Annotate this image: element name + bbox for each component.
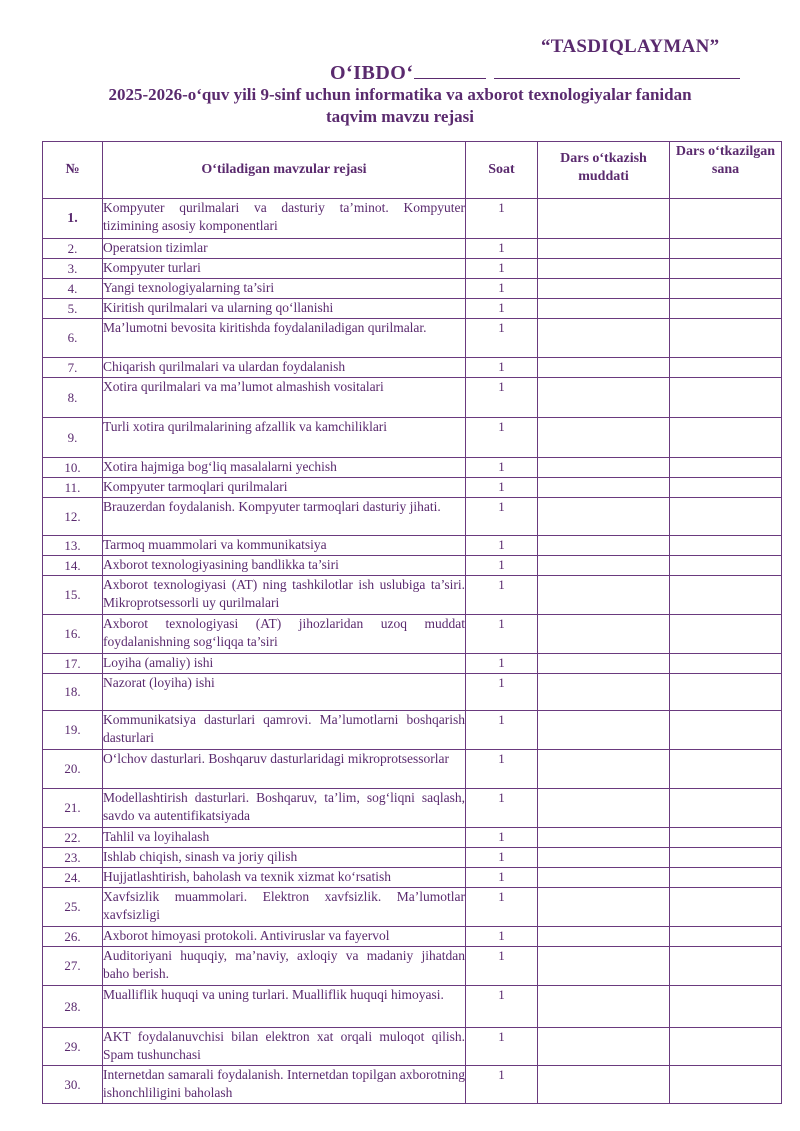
table-row [43,279,782,299]
table-row [43,319,782,358]
table-row [43,674,782,711]
row-hours: 1 [466,319,538,358]
row-date-cell [670,789,782,828]
table-row [43,927,782,947]
row-duration-cell [538,888,670,927]
col-header-number: № [43,142,103,199]
row-hours: 1 [466,848,538,868]
row-duration-cell [538,868,670,888]
row-date-cell [670,927,782,947]
row-topic: AKT foydalanuvchisi bilan elektron xat orqali muloqot qilish. Spam tushunchasi [103,1028,466,1066]
col-header-topic: O‘tiladigan mavzular rejasi [103,142,466,199]
row-duration-cell [538,711,670,750]
row-hours: 1 [466,259,538,279]
row-date-cell [670,299,782,319]
row-duration-cell [538,498,670,536]
row-number: 8. [43,378,103,418]
row-duration-cell [538,828,670,848]
table-row [43,1066,782,1104]
table-row [43,711,782,750]
row-number: 20. [43,750,103,789]
table-row [43,536,782,556]
table-row [43,828,782,848]
row-hours: 1 [466,358,538,378]
table-row [43,986,782,1028]
row-hours: 1 [466,828,538,848]
row-topic: Axborot texnologiyasi (AT) ning tashkilotlar ish uslubiga ta’siri. Mikroprotsessorli uy qurilmalari [103,576,466,615]
row-hours: 1 [466,418,538,458]
row-hours: 1 [466,1028,538,1066]
row-date-cell [670,199,782,239]
table-header-row [43,142,782,199]
row-date-cell [670,358,782,378]
table-row [43,888,782,927]
row-duration-cell [538,556,670,576]
row-duration-cell [538,947,670,986]
row-date-cell [670,1028,782,1066]
table-row [43,259,782,279]
table-row [43,299,782,319]
row-date-cell [670,615,782,654]
row-duration-cell [538,199,670,239]
row-duration-cell [538,478,670,498]
table-row [43,868,782,888]
row-hours: 1 [466,556,538,576]
row-duration-cell [538,259,670,279]
row-date-cell [670,418,782,458]
row-number: 16. [43,615,103,654]
row-duration-cell [538,378,670,418]
row-topic: O‘lchov dasturlari. Boshqaruv dasturlaridagi mikroprotsessorlar [103,750,466,789]
row-topic: Tarmoq muammolari va kommunikatsiya [103,536,466,556]
row-hours: 1 [466,986,538,1028]
row-date-cell [670,711,782,750]
row-number: 4. [43,279,103,299]
row-hours: 1 [466,674,538,711]
row-hours: 1 [466,789,538,828]
row-number: 2. [43,239,103,259]
lesson-plan-table [42,141,782,1104]
row-number: 22. [43,828,103,848]
table-row [43,750,782,789]
table-row [43,378,782,418]
row-date-cell [670,986,782,1028]
row-topic: Kompyuter qurilmalari va dasturiy ta’minot. Kompyuter tizimining asosiy komponentlari [103,199,466,239]
table-row [43,358,782,378]
row-duration-cell [538,239,670,259]
row-hours: 1 [466,239,538,259]
row-number: 15. [43,576,103,615]
row-duration-cell [538,674,670,711]
table-row [43,789,782,828]
table-row [43,458,782,478]
row-number: 26. [43,927,103,947]
row-hours: 1 [466,1066,538,1104]
row-date-cell [670,828,782,848]
row-hours: 1 [466,750,538,789]
row-topic: Modellashtirish dasturlari. Boshqaruv, ta’lim, sog‘liqni saqlash, savdo va autentifikatsiyada [103,789,466,828]
row-number: 21. [43,789,103,828]
row-topic: Kiritish qurilmalari va ularning qo‘llanishi [103,299,466,319]
col-header-hours: Soat [466,142,538,199]
table-row [43,478,782,498]
row-number: 17. [43,654,103,674]
row-date-cell [670,556,782,576]
row-number: 24. [43,868,103,888]
row-hours: 1 [466,576,538,615]
row-number: 7. [43,358,103,378]
table-row [43,576,782,615]
row-topic: Xotira hajmiga bog‘liq masalalarni yechish [103,458,466,478]
row-number: 12. [43,498,103,536]
row-hours: 1 [466,498,538,536]
row-number: 30. [43,1066,103,1104]
row-duration-cell [538,986,670,1028]
row-hours: 1 [466,654,538,674]
row-date-cell [670,1066,782,1104]
row-number: 11. [43,478,103,498]
table-body [43,199,782,1104]
row-duration-cell [538,319,670,358]
row-number: 3. [43,259,103,279]
row-number: 13. [43,536,103,556]
row-number: 6. [43,319,103,358]
row-hours: 1 [466,888,538,927]
row-duration-cell [538,1066,670,1104]
col-header-duration: Dars o‘tkazish muddati [538,142,670,199]
table-row [43,418,782,458]
row-topic: Ishlab chiqish, sinash va joriy qilish [103,848,466,868]
row-duration-cell [538,418,670,458]
row-duration-cell [538,358,670,378]
table-row [43,498,782,536]
row-duration-cell [538,279,670,299]
row-topic: Xotira qurilmalari va ma’lumot almashish vositalari [103,378,466,418]
row-date-cell [670,654,782,674]
row-topic: Hujjatlashtirish, baholash va texnik xizmat ko‘rsatish [103,868,466,888]
row-date-cell [670,478,782,498]
row-hours: 1 [466,458,538,478]
row-duration-cell [538,615,670,654]
row-number: 1. [43,199,103,239]
row-duration-cell [538,536,670,556]
director-label: O‘IBDO‘ [330,62,414,84]
table-row [43,848,782,868]
row-hours: 1 [466,927,538,947]
row-number: 23. [43,848,103,868]
row-topic: Axborot himoyasi protokoli. Antiviruslar va fayervol [103,927,466,947]
row-topic: Axborot texnologiyasining bandlikka ta’siri [103,556,466,576]
row-hours: 1 [466,711,538,750]
row-number: 29. [43,1028,103,1066]
row-topic: Mualliflik huquqi va uning turlari. Mualliflik huquqi himoyasi. [103,986,466,1028]
row-number: 27. [43,947,103,986]
table-row [43,654,782,674]
col-header-date: Dars o‘tkazilgan sana [670,142,782,199]
row-topic: Operatsion tizimlar [103,239,466,259]
row-date-cell [670,750,782,789]
row-duration-cell [538,576,670,615]
row-hours: 1 [466,947,538,986]
row-number: 10. [43,458,103,478]
row-topic: Auditoriyani huquqiy, ma’naviy, axloqiy va madaniy jihatdan baho berish. [103,947,466,986]
row-date-cell [670,378,782,418]
row-topic: Chiqarish qurilmalari va ulardan foydalanish [103,358,466,378]
row-duration-cell [538,750,670,789]
director-signature-line [330,60,740,85]
row-date-cell [670,947,782,986]
row-number: 28. [43,986,103,1028]
row-number: 5. [43,299,103,319]
row-hours: 1 [466,868,538,888]
table-row [43,947,782,986]
row-hours: 1 [466,378,538,418]
row-topic: Ma’lumotni bevosita kiritishda foydalaniladigan qurilmalar. [103,319,466,358]
row-topic: Internetdan samarali foydalanish. Internetdan topilgan axborotning ishonchliligini baholash [103,1066,466,1104]
row-date-cell [670,888,782,927]
row-topic: Kompyuter tarmoqlari qurilmalari [103,478,466,498]
row-topic: Tahlil va loyihalash [103,828,466,848]
row-date-cell [670,498,782,536]
row-topic: Yangi texnologiyalarning ta’siri [103,279,466,299]
row-duration-cell [538,654,670,674]
row-duration-cell [538,927,670,947]
document-title-line2: taqvim mavzu rejasi [326,107,474,126]
row-hours: 1 [466,478,538,498]
row-duration-cell [538,789,670,828]
row-topic: Turli xotira qurilmalarining afzallik va kamchiliklari [103,418,466,458]
row-date-cell [670,674,782,711]
table-row [43,199,782,239]
row-date-cell [670,576,782,615]
row-number: 14. [43,556,103,576]
row-hours: 1 [466,536,538,556]
row-number: 9. [43,418,103,458]
signature-blank-long [494,60,740,79]
row-date-cell [670,868,782,888]
row-date-cell [670,458,782,478]
row-topic: Kompyuter turlari [103,259,466,279]
row-number: 19. [43,711,103,750]
document-title-line1: 2025-2026-o‘quv yili 9-sinf uchun informatika va axborot texnologiyalar fanidan [108,85,692,104]
row-date-cell [670,319,782,358]
row-number: 25. [43,888,103,927]
table-row [43,556,782,576]
row-number: 18. [43,674,103,711]
row-date-cell [670,239,782,259]
row-duration-cell [538,299,670,319]
row-hours: 1 [466,279,538,299]
row-hours: 1 [466,199,538,239]
row-topic: Loyiha (amaliy) ishi [103,654,466,674]
row-topic: Kommunikatsiya dasturlari qamrovi. Ma’lumotlarni boshqarish dasturlari [103,711,466,750]
row-date-cell [670,848,782,868]
table-row [43,239,782,259]
row-topic: Nazorat (loyiha) ishi [103,674,466,711]
row-duration-cell [538,848,670,868]
signature-blank-short [414,60,486,79]
row-date-cell [670,536,782,556]
row-topic: Brauzerdan foydalanish. Kompyuter tarmoqlari dasturiy jihati. [103,498,466,536]
row-duration-cell [538,1028,670,1066]
table-row [43,1028,782,1066]
row-hours: 1 [466,615,538,654]
row-duration-cell [538,458,670,478]
table-row [43,615,782,654]
row-hours: 1 [466,299,538,319]
row-topic: Axborot texnologiyasi (AT) jihozlaridan uzoq muddat foydalanishning sog‘liqqa ta’siri [103,615,466,654]
row-date-cell [670,259,782,279]
row-topic: Xavfsizlik muammolari. Elektron xavfsizlik. Ma’lumotlar xavfsizligi [103,888,466,927]
approval-heading: “TASDIQLAYMAN” [541,36,720,57]
row-date-cell [670,279,782,299]
